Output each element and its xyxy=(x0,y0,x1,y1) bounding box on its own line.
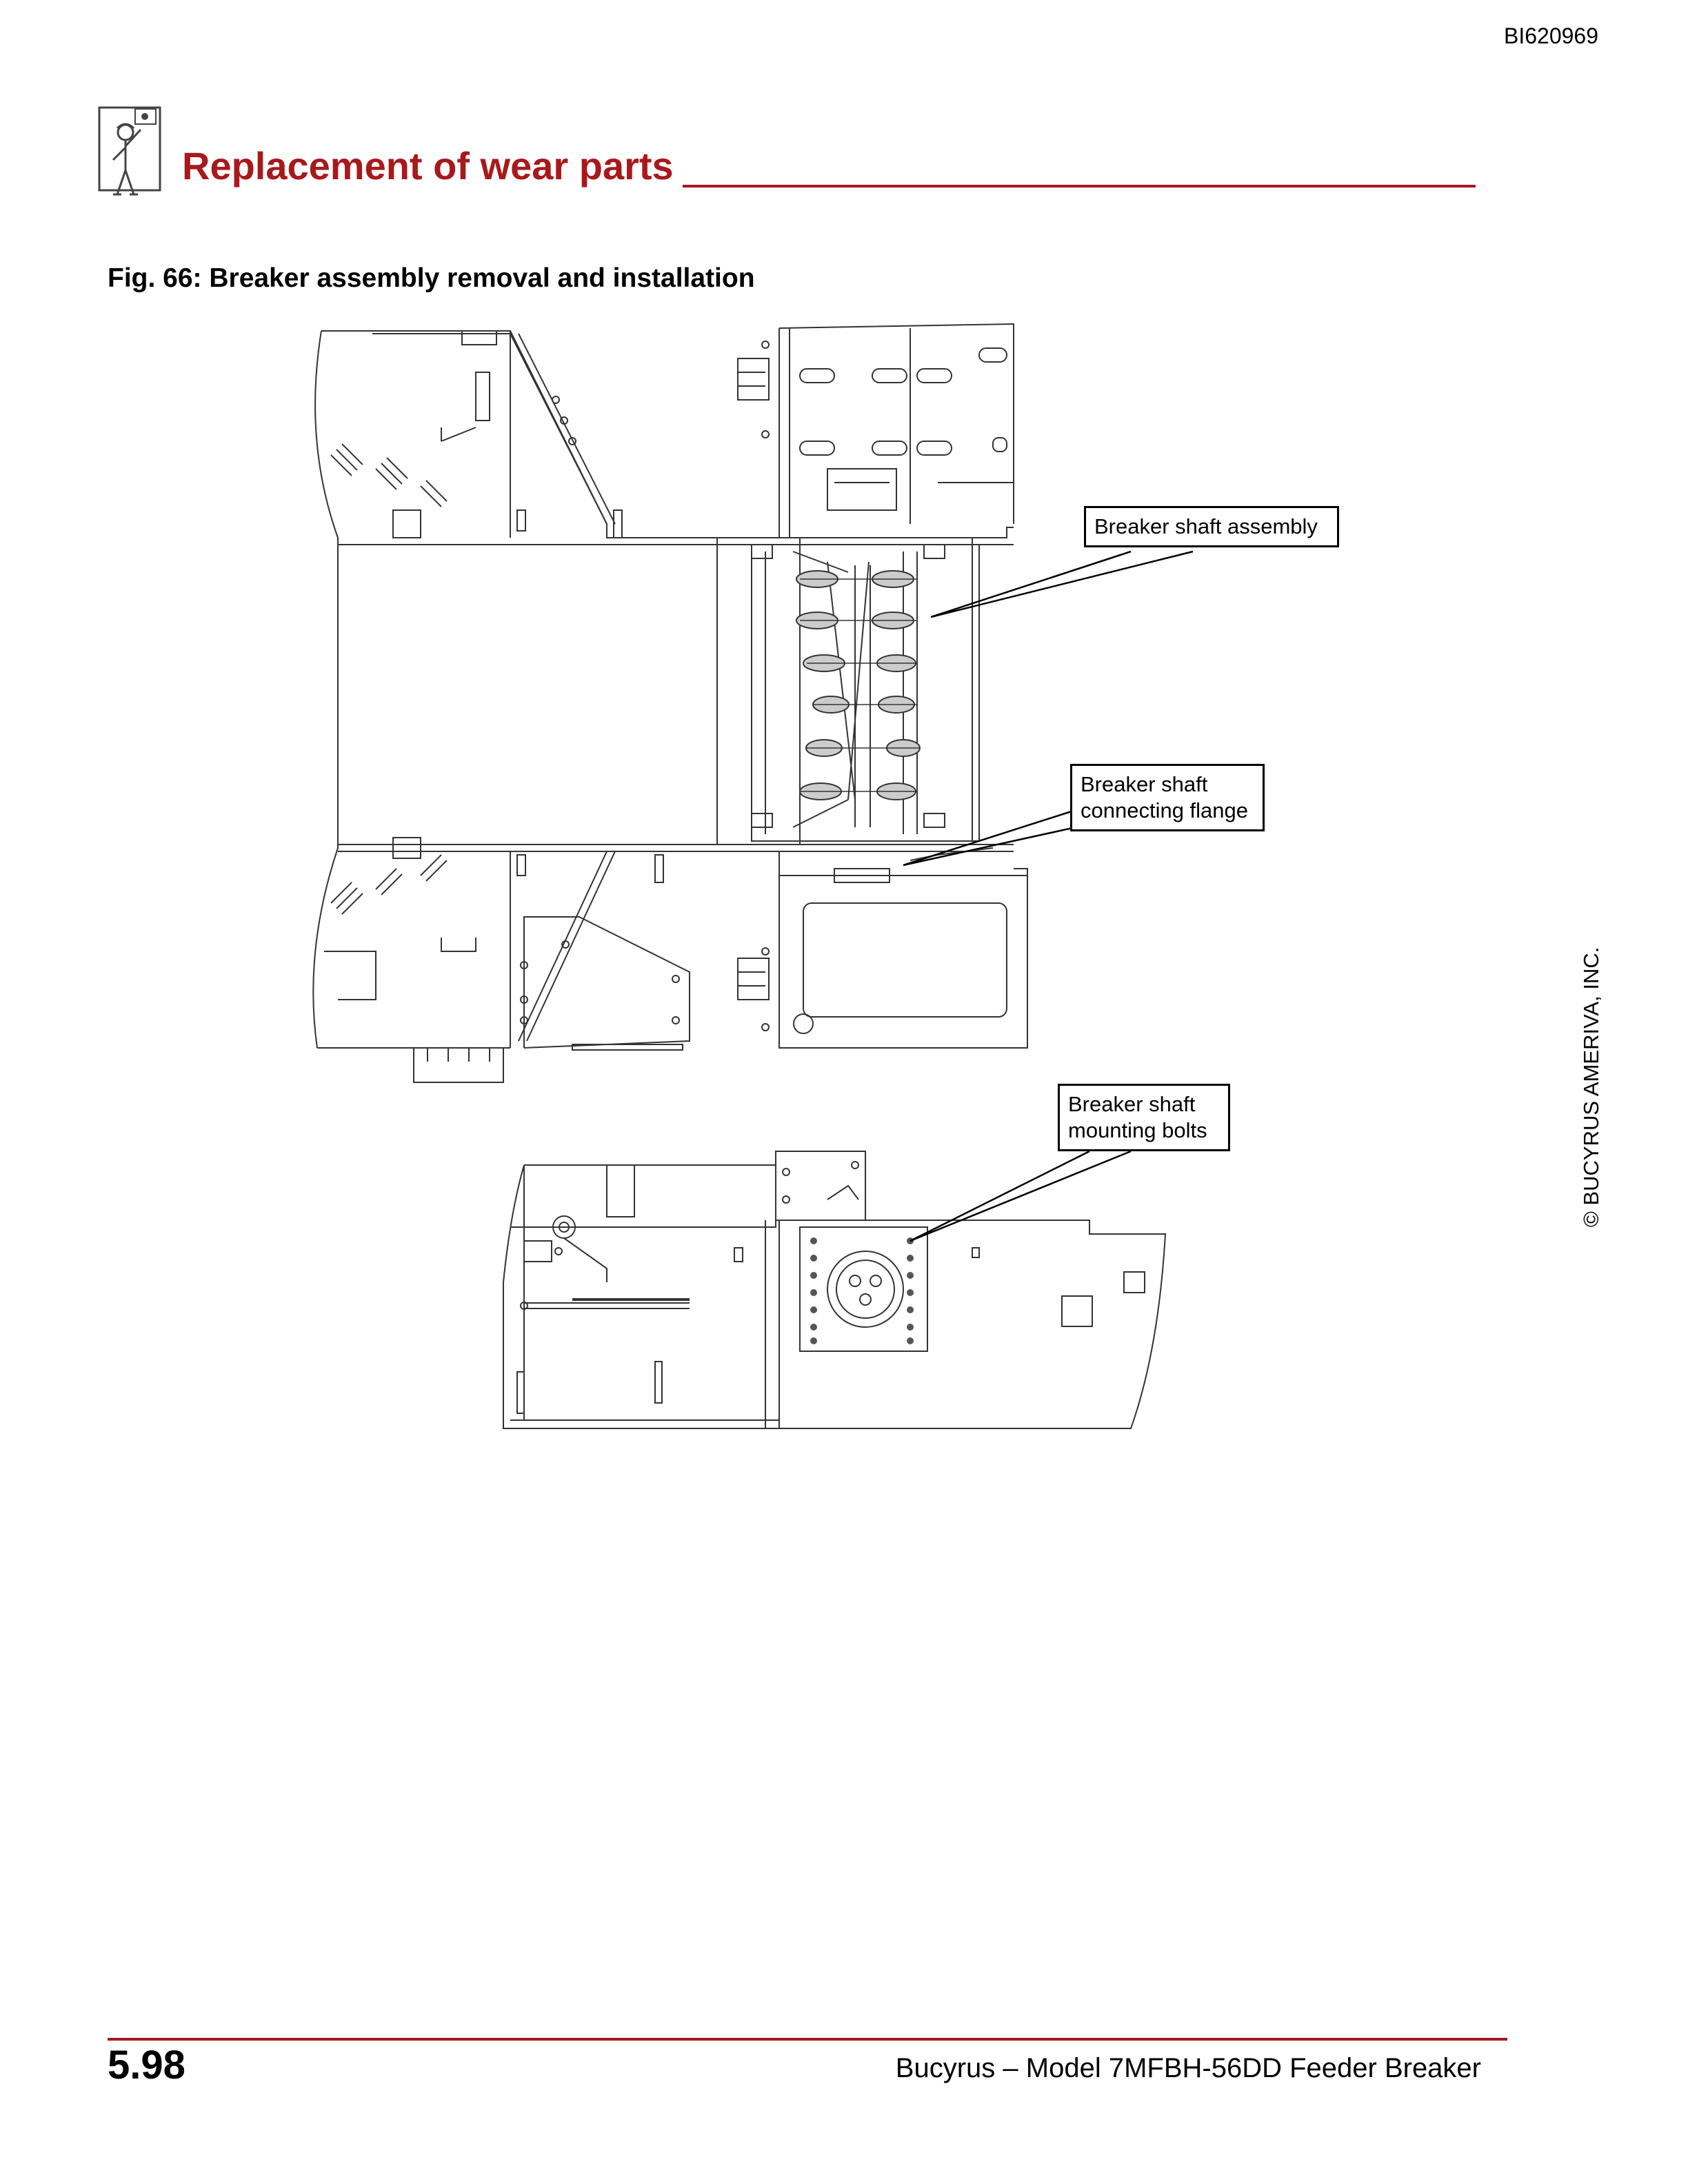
callout-mounting-bolts xyxy=(1058,1084,1230,1151)
footer-product: Bucyrus – Model 7MFBH-56DD Feeder Breaker xyxy=(895,2053,1481,2083)
callout-line: Breaker shaft assembly xyxy=(1094,514,1318,538)
figure-caption: Fig. 66: Breaker assembly removal and installation xyxy=(108,263,755,293)
callout-line: mounting bolts xyxy=(1068,1118,1207,1142)
section-title: Replacement of wear parts xyxy=(182,144,674,188)
callout-connecting-flange xyxy=(1070,764,1265,831)
callout-breaker-shaft-assembly xyxy=(1084,506,1339,547)
page-number: 5.98 xyxy=(108,2043,185,2087)
callout-line: connecting flange xyxy=(1081,798,1249,822)
copyright-notice: © BUCYRUS AMERIVA, INC. xyxy=(1579,947,1603,1227)
document-id: BI620969 xyxy=(1503,23,1598,48)
callout-line: Breaker shaft xyxy=(1081,772,1208,796)
callout-line: Breaker shaft xyxy=(1068,1092,1196,1116)
footer-rule xyxy=(108,2038,1507,2041)
